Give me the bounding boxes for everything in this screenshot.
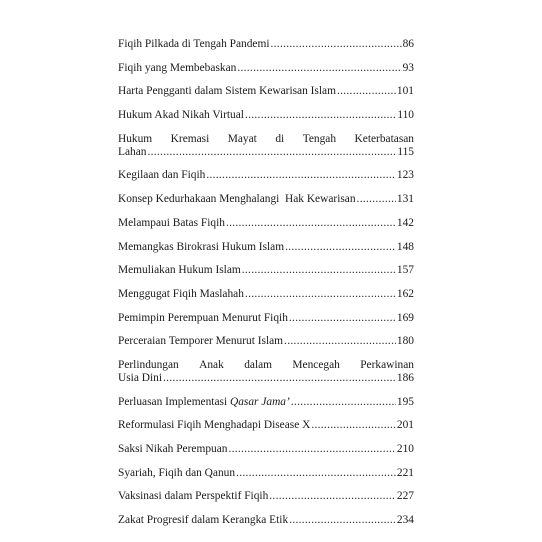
toc-leader-dots (271, 38, 402, 51)
toc-entry (118, 443, 414, 456)
toc-leader-dots (147, 146, 396, 159)
toc-entry-title-italic: Qasar Jama’ (229, 395, 290, 408)
toc-entry-page: 86 (402, 38, 414, 50)
toc-entry-title-line (118, 146, 414, 159)
toc-entry-title: Melampaui Batas Fiqih (118, 216, 225, 229)
toc-leader-dots (163, 372, 396, 385)
toc-leader-dots (237, 62, 401, 75)
toc-leader-dots (285, 241, 396, 254)
toc-entry-title: Pemimpin Perempuan Menurut Fiqih (118, 311, 288, 324)
toc-leader-dots (245, 109, 396, 122)
toc-entry-title: Fiqih yang Membebaskan (118, 61, 237, 74)
toc-leader-dots (236, 467, 396, 480)
toc-entry-page: 101 (396, 85, 414, 98)
toc-leader-dots (228, 443, 395, 456)
toc-entry-page: 234 (396, 514, 414, 527)
toc-leader-dots (337, 85, 396, 98)
toc-title-word: Mencegah (292, 358, 340, 371)
toc-entry-title: Zakat Progresif dalam Kerangka Etik (118, 514, 289, 527)
toc-title-word: Mayat (227, 132, 257, 145)
toc-entry-page: 186 (396, 371, 414, 384)
toc-title-word: Hukum (118, 132, 153, 145)
toc-entry-page: 162 (396, 287, 414, 300)
toc-entry (118, 85, 414, 98)
toc-entry-page: 227 (396, 490, 414, 503)
toc-title-word: Tengah (302, 132, 337, 145)
toc-entry-page: 110 (397, 109, 414, 122)
toc-entry-page: 115 (397, 145, 414, 158)
toc-leader-dots (242, 264, 396, 277)
toc-entry-title-line (118, 133, 414, 146)
toc-entry-title-plain: Perluasan Implementasi (118, 395, 230, 408)
toc-entry-title: Menggugat Fiqih Maslahah (118, 287, 244, 300)
toc-entry (118, 264, 414, 277)
toc-entry (118, 133, 414, 159)
toc-entry (118, 312, 414, 325)
toc-entry-title: Harta Pengganti dalam Sistem Kewarisan Islam (118, 85, 336, 98)
toc-entry-page: 123 (396, 169, 414, 182)
toc-entry-title: Kegilaan dan Fiqih (118, 169, 206, 182)
toc-leader-dots (269, 490, 396, 503)
toc-entry-title (118, 396, 290, 409)
toc-entry-title: Vaksinasi dalam Perspektif Fiqih (118, 490, 269, 503)
toc-leader-dots (206, 169, 396, 182)
toc-entry-title: Konsep Kedurhakaan Menghalangi Hak Kewarisan (118, 193, 356, 206)
toc-entry-title: Memangkas Birokrasi Hukum Islam (118, 240, 285, 253)
toc-entry (118, 335, 414, 348)
toc-entry (118, 514, 414, 527)
toc-title-word: dalam (244, 358, 273, 371)
toc-leader-dots (284, 335, 396, 348)
toc-entry-title-line (118, 359, 414, 372)
toc-title-word: Perkawinan (360, 358, 414, 371)
toc-title-word: Anak (199, 358, 224, 371)
toc-entry (118, 396, 414, 409)
toc-leader-dots (226, 217, 396, 230)
toc-entry (118, 38, 414, 51)
toc-entry-page: 169 (396, 311, 414, 324)
table-of-contents (118, 38, 414, 538)
toc-entry (118, 359, 414, 385)
toc-entry-page: 221 (396, 466, 414, 479)
toc-entry-title-line (118, 372, 414, 385)
toc-entry (118, 217, 414, 230)
toc-entry-page: 210 (396, 443, 414, 455)
toc-title-word: Perlindungan (118, 358, 179, 371)
toc-entry-title: Fiqih Pilkada di Tengah Pandemi (118, 38, 270, 50)
toc-title-word: Kremasi (170, 132, 210, 145)
toc-leader-dots (289, 312, 396, 325)
toc-entry-title: Lahan (118, 145, 147, 158)
toc-entry-page: 142 (396, 216, 414, 229)
toc-entry (118, 109, 414, 122)
toc-entry-page: 157 (396, 264, 414, 277)
toc-title-word: Keterbatasan (354, 132, 414, 145)
toc-entry-page: 93 (402, 61, 414, 74)
toc-entry-title: Hukum Akad Nikah Virtual (118, 109, 244, 122)
toc-entry-page: 148 (396, 240, 414, 253)
toc-entry (118, 288, 414, 301)
toc-entry-title: Memuliakan Hukum Islam (118, 264, 241, 277)
toc-entry (118, 490, 414, 503)
toc-entry-title: Usia Dini (118, 371, 162, 384)
toc-entry (118, 467, 414, 480)
toc-entry (118, 241, 414, 254)
toc-entry-page: 180 (396, 335, 414, 348)
toc-entry (118, 169, 414, 182)
toc-leader-dots (291, 396, 396, 409)
toc-entry-page: 195 (396, 395, 414, 408)
toc-entry-title: Reformulasi Fiqih Menghadapi Disease X (118, 419, 311, 432)
toc-title-word: di (275, 132, 285, 145)
toc-entry-title: Syariah, Fiqih dan Qanun (118, 466, 236, 479)
toc-entry-page: 131 (396, 193, 414, 206)
toc-entry-title: Saksi Nikah Perempuan (118, 443, 228, 455)
toc-entry (118, 193, 414, 206)
toc-entry (118, 62, 414, 75)
toc-entry-title: Perceraian Temporer Menurut Islam (118, 335, 284, 348)
toc-leader-dots (245, 288, 396, 301)
toc-entry-page: 201 (396, 419, 414, 432)
toc-entry (118, 419, 414, 432)
toc-leader-dots (357, 193, 396, 206)
toc-leader-dots (311, 419, 396, 432)
toc-leader-dots (289, 514, 396, 527)
